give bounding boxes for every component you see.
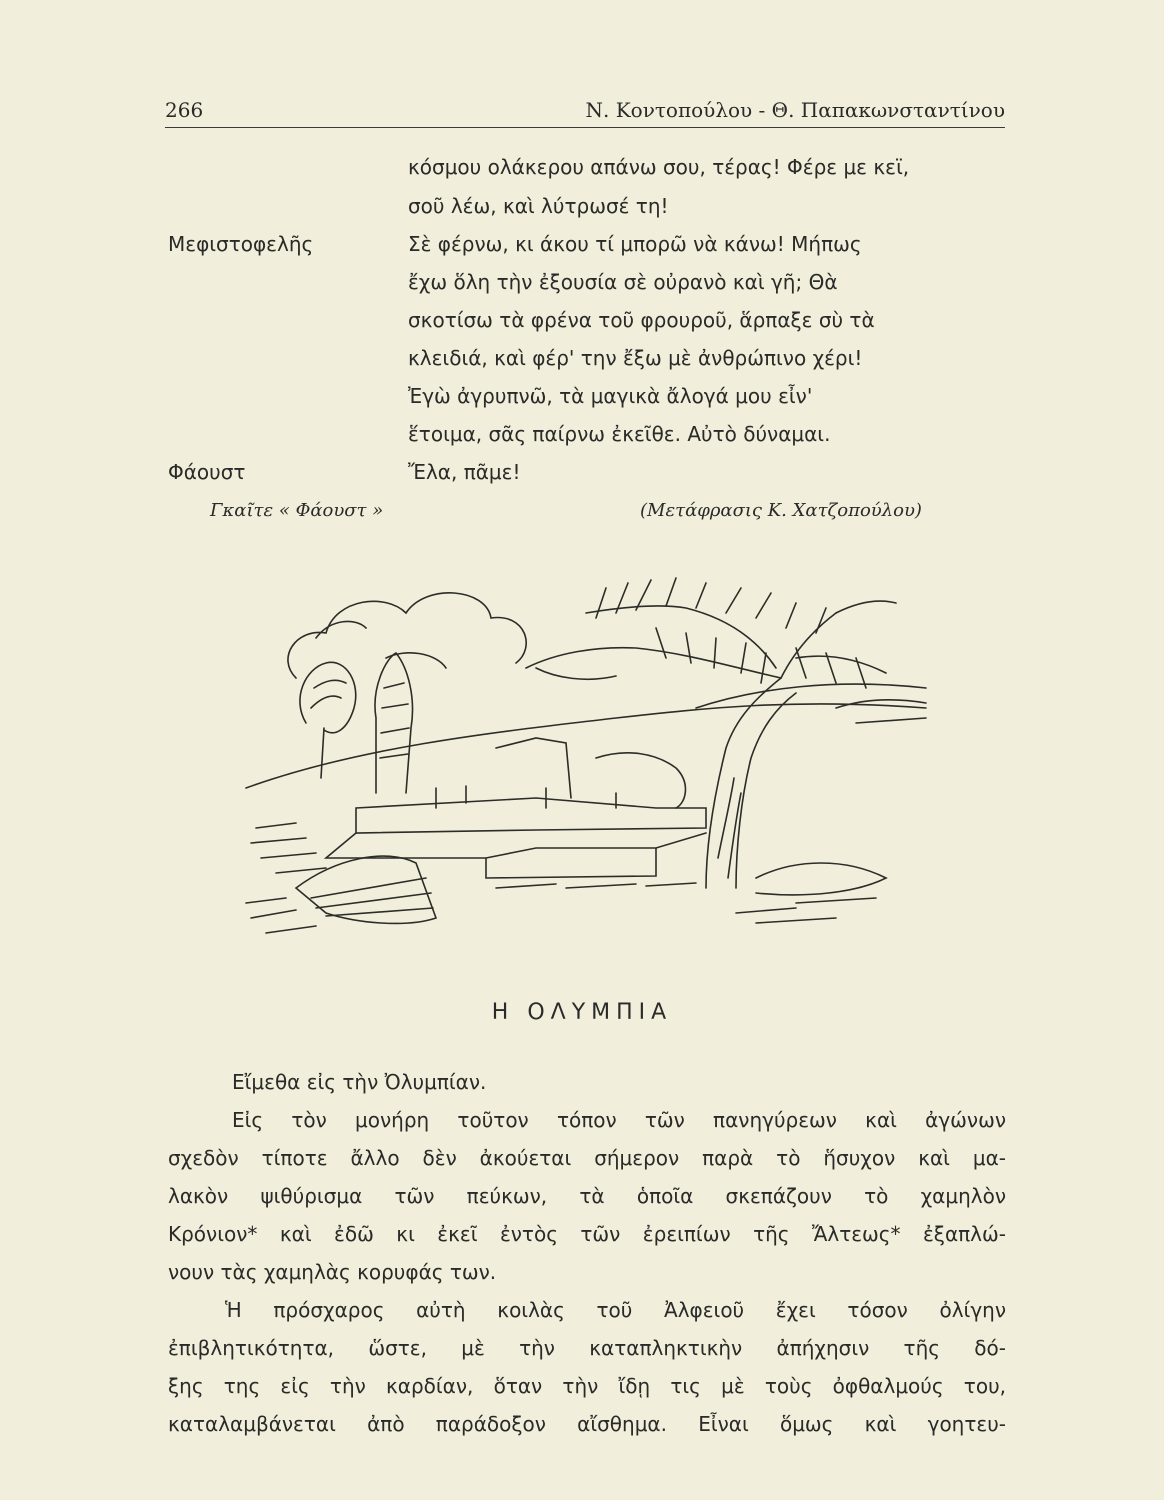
paragraph-line: ἐπιβλητικότητα, ὥστε, μὲ τὴν καταπληκτικὴν ἀπήχησιν τῆς δό- xyxy=(168,1336,1006,1360)
section-title: Η ΟΛΥΜΠΙΑ xyxy=(491,1000,673,1025)
paragraph-line: νουν τὰς χαμηλὰς κορυφάς των. xyxy=(168,1260,497,1284)
attribution-author: Γκαῖτε « Φάουστ » xyxy=(210,500,384,521)
paragraph-line: Ἡ πρόσχαρος αὐτὴ κοιλὰς τοῦ Ἀλφειοῦ ἔχει τόσον ὀλίγην xyxy=(225,1298,1006,1322)
page-header xyxy=(165,98,1005,128)
paragraph-line: λακὸν ψιθύρισμα τῶν πεύκων, τὰ ὁποῖα σκεπάζουν τὸ χαμηλὸν xyxy=(168,1184,1006,1208)
paragraph-line: σχεδὸν τίποτε ἄλλο δὲν ἀκούεται σήμερον παρὰ τὸ ἥσυχον καὶ μα- xyxy=(168,1146,1006,1170)
paragraph-line: Εἰς τὸν μονήρη τοῦτον τόπον τῶν πανηγύρεων καὶ ἀγώνων xyxy=(232,1108,1006,1132)
speaker-faust: Φάουστ xyxy=(168,460,246,484)
dialogue-line: ἔχω ὅλη τὴν ἐξουσία σὲ οὐρανὸ καὶ γῆ; Θὰ xyxy=(408,270,838,294)
speaker-mephistopheles: Μεφιστοφελῆς xyxy=(168,232,314,256)
paragraph-line: καταλαμβάνεται ἀπὸ παράδοξον αἴσθημα. Εἶναι ὅμως καὶ γοητευ- xyxy=(168,1412,1006,1436)
paragraph-line: Κρόνιον* καὶ ἐδῶ κι ἐκεῖ ἐντὸς τῶν ἐρειπίων τῆς Ἄλτεως* ἐξαπλώ- xyxy=(168,1222,1006,1246)
dialogue-line: Ἐγὼ ἀγρυπνῶ, τὰ μαγικὰ ἄλογά μου εἶν' xyxy=(408,384,813,408)
olympia-ruins-sketch-icon xyxy=(236,558,936,948)
dialogue-line: κλειδιά, καὶ φέρ' την ἔξω μὲ ἀνθρώπινο χέρι! xyxy=(408,346,863,370)
dialogue-line: σοῦ λέω, καὶ λύτρωσέ τη! xyxy=(408,194,669,218)
dialogue-line: κόσμου ολάκερου απάνω σου, τέρας! Φέρε με κεϊ, xyxy=(408,155,910,179)
running-head: Ν. Κοντοπούλου - Θ. Παπακωνσταντίνου xyxy=(585,98,1005,122)
header-rule xyxy=(165,127,1005,128)
paragraph-line: Εἴμεθα εἰς τὴν Ὀλυμπίαν. xyxy=(232,1070,487,1094)
paragraph-line: ξης της εἰς τὴν καρδίαν, ὅταν τὴν ἴδῃ τις μὲ τοὺς ὀφθαλμούς του, xyxy=(168,1374,1006,1398)
attribution-translator: (Μετάφρασις Κ. Χατζοπούλου) xyxy=(640,500,922,521)
dialogue-line: ἕτοιμα, σᾶς παίρνω ἐκεῖθε. Αὐτὸ δύναμαι. xyxy=(408,422,831,446)
dialogue-line: σκοτίσω τὰ φρένα τοῦ φρουροῦ, ἅρπαξε σὺ τὰ xyxy=(408,308,875,332)
dialogue-line: Ἔλα, πᾶμε! xyxy=(408,460,521,484)
dialogue-line: Σὲ φέρνω, κι άκου τί μπορῶ νὰ κάνω! Μήπως xyxy=(408,232,862,256)
page-number: 266 xyxy=(165,98,204,122)
